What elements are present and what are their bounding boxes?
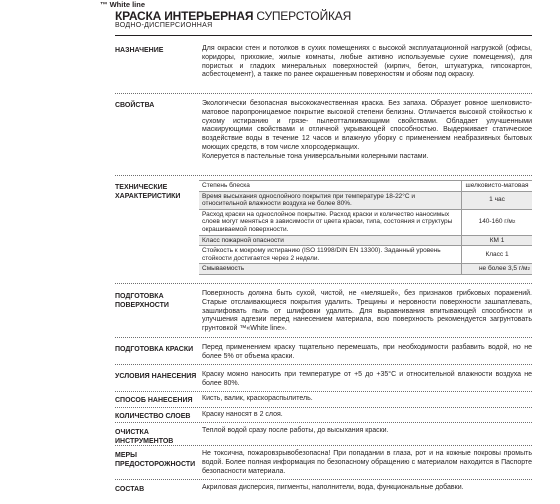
surface-prep-label-line-2: ПОВЕРХНОСТИ [115, 302, 169, 309]
table-cell-value: КМ 1 [489, 236, 505, 244]
section-label-properties: СВОЙСТВА [115, 102, 155, 109]
table-cell-param: Расход краски на однослойное покрытие. Расход краски и количество наносимых слоев могут меняться в зависимости от цвета краски, типа, состояния и структуры окрашиваемой поверхности. [199, 210, 462, 235]
method-paragraph: Кисть, валик, краскораспылитель. [202, 395, 313, 402]
section-label-surface-prep [115, 292, 169, 310]
section-text-coats [202, 411, 532, 420]
section-label-tech [115, 183, 180, 201]
section-text-surface-prep [202, 290, 532, 334]
safety-label-line-1: МЕРЫ [115, 452, 138, 459]
section-label-safety [115, 451, 195, 469]
table-cell-param: Класс пожарной опасности [199, 236, 462, 246]
table-row [199, 210, 532, 236]
table-cell-value: шелковисто-матовая [465, 182, 529, 189]
section-text-method [202, 395, 532, 404]
properties-tinting-paragraph: Колеруется в пастельные тона универсальными колерными пастами. [202, 152, 429, 160]
section-divider [115, 364, 532, 365]
table-cell-value-text: не более 3,5 г/м [478, 265, 528, 273]
section-text-safety [202, 450, 532, 476]
section-text-composition [202, 484, 532, 493]
section-divider [115, 407, 532, 408]
section-label-composition: СОСТАВ [115, 486, 145, 493]
section-divider [115, 283, 532, 284]
brand-trademark: ™ White line [100, 0, 145, 9]
tech-label-line-2: ХАРАКТЕРИСТИКИ [115, 193, 181, 200]
section-divider [115, 337, 532, 338]
product-subtitle: ВОДНО-ДИСПЕРСИОННАЯ [115, 22, 213, 29]
table-row [199, 236, 532, 247]
section-label-cleaning [115, 428, 173, 446]
composition-paragraph: Акриловая дисперсия, пигменты, наполнители, вода, функциональные добавки. [202, 484, 464, 491]
purpose-paragraph: Для окраски стен и потолков в сухих помещениях с высокой эксплуатационной нагрузкой (офисы, коридоры, прихожие, жилые комнаты, любые активно используемые сухие помещения), для пористых и гладких минеральных поверхностей (кирпич, бетон, штукатурка, гипсокартон, асбестоцемент), а также по ранее окрашенным поверхностям и обоям под окраску. [202, 45, 532, 79]
table-cell-param: Стойкость к мокрому истиранию (ISO 11998/DIN EN 13300). Заданный уровень стойкости достигается через 2 недели. [199, 246, 462, 263]
table-cell-param: Степень блеска [199, 181, 462, 191]
section-divider [115, 93, 532, 94]
section-label-paint-prep: ПОДГОТОВКА КРАСКИ [115, 346, 194, 353]
table-cell-value-text: 140-160 г/м [478, 218, 513, 226]
table-cell-value: Класс 1 [485, 250, 509, 258]
section-divider [115, 445, 532, 446]
paint-prep-paragraph: Перед применением краску тщательно перемешать, при необходимости разбавить водой, но не более 5% от объема краски. [202, 344, 532, 360]
surface-prep-paragraph: Поверхность должна быть сухой, чистой, не «меляшей», без признаков грибковых поражений. Старые отслаивающиеся покрытия удалить. Трещины и неровности поверхности зашпатлевать, зашлифовать пыль от шлифовки удалить. Для выравнивания впитывающей способности и улучшения адгезии перед нанесением материала, всю поверхность рекомендуется загрунтовать грунтовкой ™«White line». [202, 290, 532, 333]
product-title-rest: СУПЕРСТОЙКАЯ [253, 9, 352, 23]
table-row [199, 192, 532, 210]
section-divider [115, 422, 532, 423]
table-cell-param: Время высыхания однослойного покрытия при температуре 18-22°С и относительной влажности воздуха не более 80%. [199, 192, 462, 209]
section-label-purpose: НАЗНАЧЕНИЕ [115, 47, 164, 54]
header-rule [115, 35, 532, 36]
table-row [199, 180, 532, 192]
section-divider [115, 479, 532, 480]
surface-prep-label-line-1: ПОДГОТОВКА [115, 293, 164, 300]
properties-paragraph: Экологически безопасная высококачественная краска. Без запаха. Образует ровное шелковисто-матовое паропроницаемое покрытие высокой степени белизны. Отличается высокой стойкостью к сухому истиранию и грязе- пылеотталкивающими свойствами. Обладает улучшенными маскирующими свойствами и отличной укрывающей способностью. Выдерживает статическое воздействие воды в течение 12 часов и влажную уборку с применением неабразивных бытовых моющих средств, в том числе хлорсодержащих. [202, 100, 532, 151]
section-label-coats: КОЛИЧЕСТВО СЛОЕВ [115, 413, 191, 420]
cleaning-paragraph: Теплой водой сразу после работы, до высыхания краски. [202, 427, 389, 434]
tech-label-line-1: ТЕХНИЧЕСКИЕ [115, 184, 168, 191]
section-divider [115, 175, 532, 176]
product-title-bold: КРАСКА ИНТЕРЬЕРНАЯ [115, 9, 254, 23]
product-title [115, 9, 351, 23]
coats-paragraph: Краску наносят в 2 слоя. [202, 411, 283, 418]
table-row [199, 246, 532, 264]
section-text-cleaning [202, 427, 532, 436]
table-cell-value: 1 час [489, 196, 505, 204]
table-cell-param: Смываемость [199, 264, 462, 274]
tech-table [199, 180, 532, 275]
table-cell-value: не более 3,5 г/м 2 [478, 265, 530, 273]
table-row [199, 264, 532, 275]
cleaning-label-line-1: ОЧИСТКА [115, 429, 149, 436]
safety-paragraph: Не токсична, пожаровзрывобезопасна! При попадании в глаза, рот и на кожные покровы промыть водой. Более полная информация по безопасному обращению с материалом находится в Паспорте безопасности материала. [202, 450, 532, 475]
section-text-conditions [202, 371, 532, 389]
table-cell-value: 140-160 г/м 2 [478, 218, 516, 226]
section-divider [115, 391, 532, 392]
cleaning-label-line-2: ИНСТРУМЕНТОВ [115, 438, 174, 445]
conditions-paragraph: Краску можно наносить при температуре от +5 до +35°С и относительной влажности воздуха не более 80%. [202, 371, 532, 387]
section-text-properties [202, 100, 532, 162]
section-text-purpose [202, 45, 532, 80]
safety-label-line-2: ПРЕДОСТОРОЖНОСТИ [115, 461, 196, 468]
section-label-method: СПОСОБ НАНЕСЕНИЯ [115, 397, 193, 404]
section-label-conditions: УСЛОВИЯ НАНЕСЕНИЯ [115, 373, 197, 380]
section-text-paint-prep [202, 344, 532, 362]
